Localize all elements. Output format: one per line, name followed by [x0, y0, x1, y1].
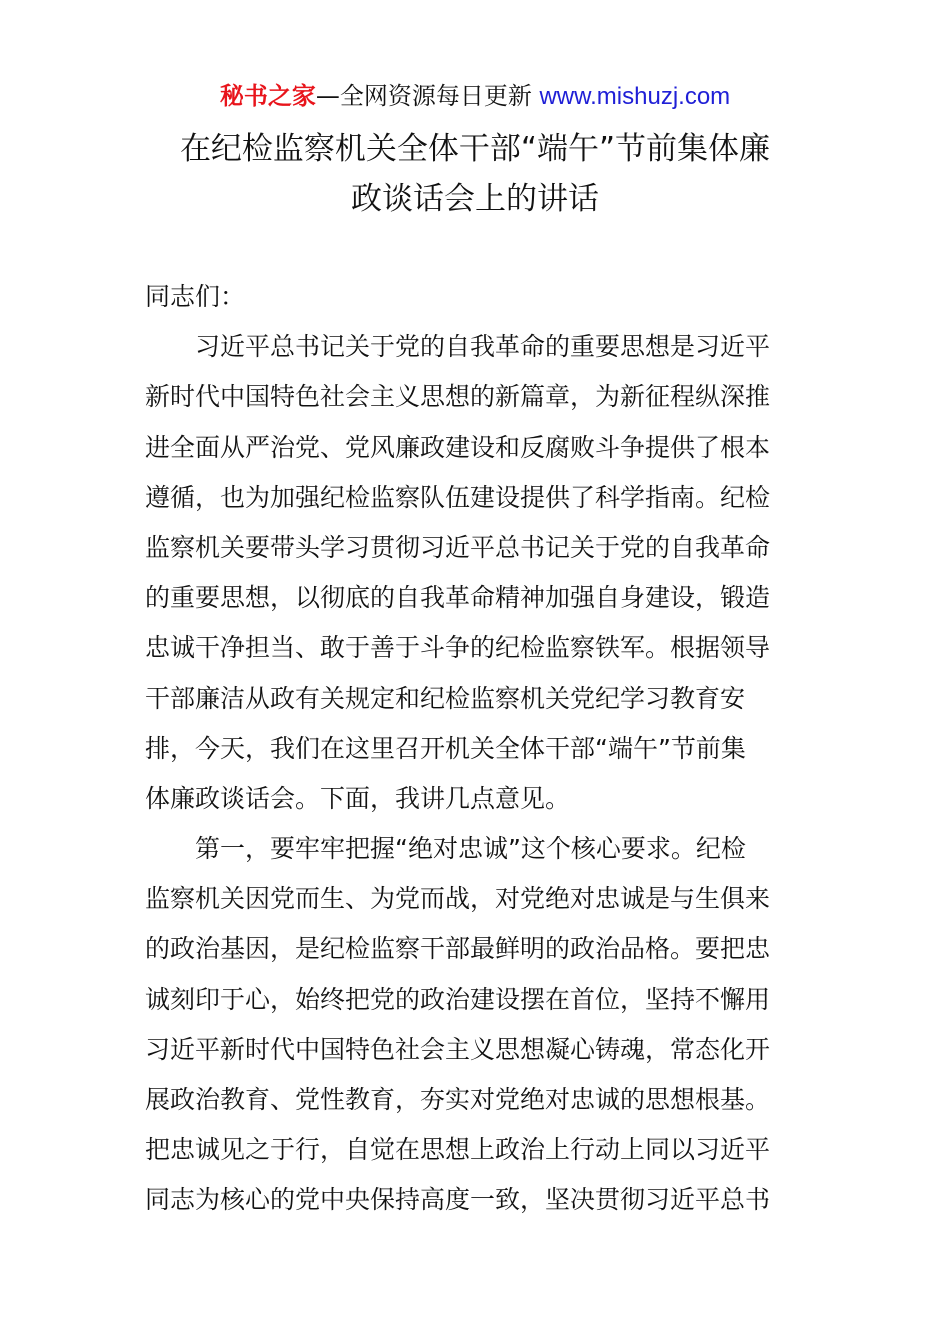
body-line: 展政治教育、党性教育，夯实对党绝对忠诚的思想根基。 — [145, 1085, 771, 1114]
body-line: 习近平新时代中国特色社会主义思想凝心铸魂，常态化开 — [145, 1034, 771, 1064]
title-line-2: 政谈话会上的讲话 — [351, 181, 599, 217]
body-line: 忠诚干净担当、敢于善于斗争的纪检监察铁军。根据领导 — [145, 633, 771, 663]
document-body — [145, 272, 810, 1226]
body-line: 遵循，也为加强纪检监察队伍建设提供了科学指南。纪检 — [145, 482, 771, 512]
body-line: 同志为核心的党中央保持高度一致，坚决贯彻习近平总书 — [145, 1185, 771, 1215]
brand-name: 秘书之家 — [219, 82, 316, 110]
salutation: 同志们： — [145, 282, 246, 311]
body-line: 第一，要牢牢把握“绝对忠诚”这个核心要求。纪检 — [145, 834, 746, 864]
body-line: 把忠诚见之于行，自觉在思想上政治上行动上同以习近平 — [145, 1135, 771, 1165]
body-line: 监察机关因党而生、为党而战，对党绝对忠诚是与生俱来 — [145, 884, 771, 914]
body-line: 诚刻印于心，始终把党的政治建设摆在首位，坚持不懈用 — [145, 984, 771, 1014]
body-line: 的政治基因，是纪检监察干部最鲜明的政治品格。要把忠 — [145, 934, 771, 964]
document-title — [140, 124, 810, 224]
title-line-1: 在纪检监察机关全体干部“端午”节前集体廉 — [179, 131, 771, 167]
site-header — [0, 80, 950, 113]
body-line: 新时代中国特色社会主义思想的新篇章，为新征程纵深推 — [145, 382, 771, 412]
body-line: 的重要思想，以彻底的自我革命精神加强自身建设，锻造 — [145, 583, 771, 613]
body-line: 监察机关要带头学习贯彻习近平总书记关于党的自我革命 — [145, 532, 771, 562]
body-line: 习近平总书记关于党的自我革命的重要思想是习近平 — [145, 332, 771, 362]
body-line: 体廉政谈话会。下面，我讲几点意见。 — [145, 783, 571, 813]
body-line: 干部廉洁从政有关规定和纪检监察机关党纪学习教育安 — [145, 683, 746, 713]
site-url-link[interactable]: www.mishuzj.com — [539, 83, 731, 110]
body-line: 排，今天，我们在这里召开机关全体干部“端午”节前集 — [145, 733, 746, 763]
body-line: 进全面从严治党、党风廉政建设和反腐败斗争提供了根本 — [145, 432, 771, 462]
header-tagline: —全网资源每日更新 — [315, 82, 532, 110]
